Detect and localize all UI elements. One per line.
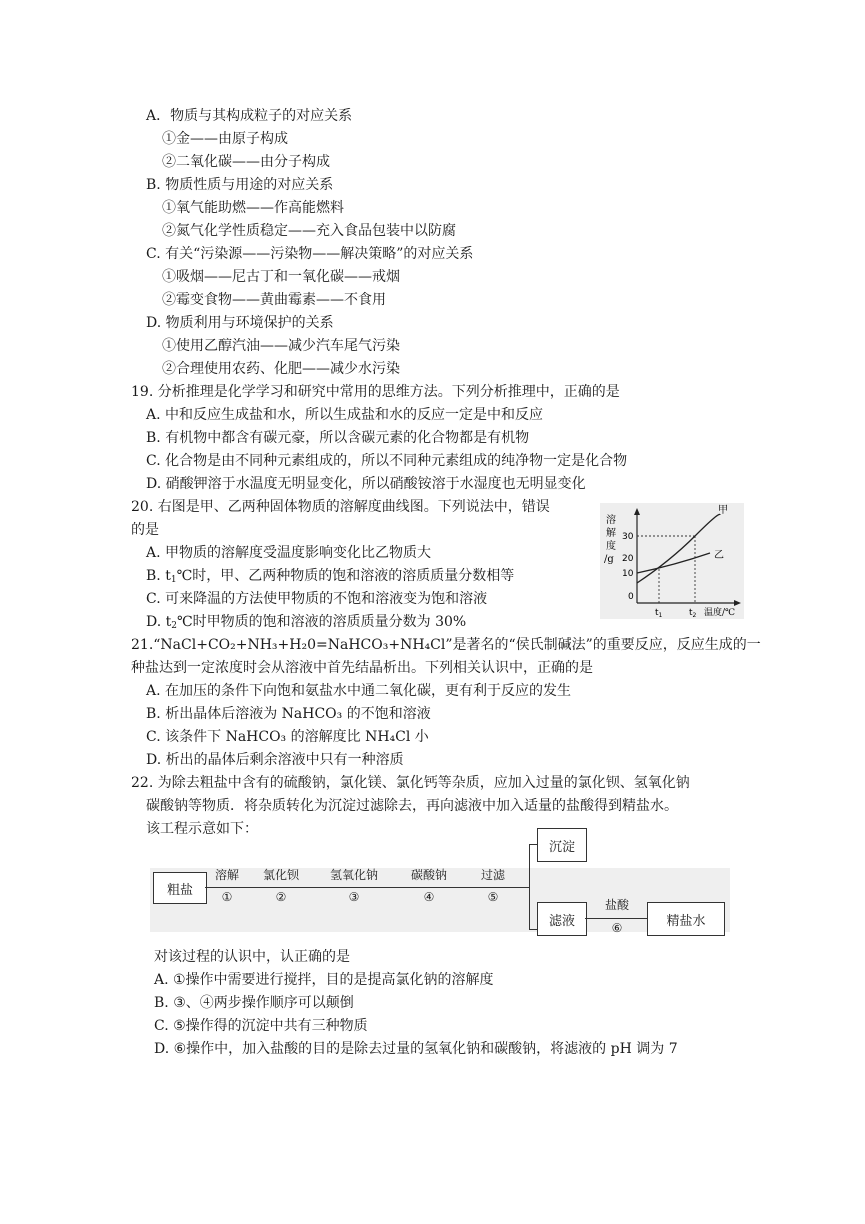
flow-box-precipitate: 沉淀 <box>537 828 587 862</box>
q18-option-a: A．物质与其构成粒子的对应关系 <box>146 108 353 124</box>
origin-label: 0 <box>628 592 634 602</box>
flow-step-3-label: 氢氧化钠 <box>329 868 378 882</box>
x-tick-t1: $t_1$ <box>655 608 663 619</box>
q18-c-item-1: ①吸烟——尼古丁和一氧化碳——戒烟 <box>162 269 400 285</box>
q19-option-c: C. 化合物是由不同种元素组成的，所以不同种元素组成的纯净物一定是化合物 <box>146 453 628 469</box>
q20-stem-line-1: 20. 右图是甲、乙两种固体物质的溶解度曲线图。下列说法中，错误 <box>131 499 550 515</box>
x-tick-t2: $t_2$ <box>689 608 697 619</box>
ylabel-char-2: 解 <box>606 528 616 539</box>
q20-option-a: A. 甲物质的溶解度受温度影响变化比乙物质大 <box>146 545 432 561</box>
flow-step-2-number: ② <box>275 890 287 904</box>
q20-option-c: C. 可来降温的方法使甲物质的不饱和溶液变为饱和溶液 <box>146 591 488 607</box>
flow-step-6-number: ⑥ <box>611 921 623 935</box>
ylabel-char-3: 度 <box>606 541 616 552</box>
flow-step-2-label: 氯化钡 <box>262 868 299 882</box>
q21-stem-line-2: 种盐达到一定浓度时会从溶液中首先结晶析出。下列相关认识中，正确的是 <box>131 660 593 676</box>
q20-option-b: B. $t_1℃$时，甲、乙两种物质的饱和溶液的溶质质量分数相等 <box>146 568 515 585</box>
q22-option-d: D. ⑥操作中，加入盐酸的目的是除去过量的氢氧化钠和碳酸钠，将滤液的 pH 调为 7 <box>154 1041 678 1057</box>
q20-option-d: D. $t_2℃$时甲物质的饱和溶液的溶质质量分数为 30% <box>146 614 467 631</box>
q21-option-a: A. 在加压的条件下向饱和氨盐水中通二氧化碳，更有利于反应的发生 <box>146 683 572 699</box>
y-tick-30: 30 <box>622 532 634 542</box>
ylabel-char-1: 溶 <box>606 515 616 526</box>
q22-stem-line-2: 碳酸钠等物质．将杂质转化为沉淀过滤除去，再向滤液中加入适量的盐酸得到精盐水。 <box>146 798 678 814</box>
q19-stem: 19. 分析推理是化学学习和研究中常用的思维方法。下列分析推理中，正确的是 <box>131 384 620 400</box>
flow-step-4-label: 碳酸钠 <box>410 868 447 882</box>
q19-option-d: D. 硝酸钾溶于水温度无明显变化，所以硝酸铵溶于水湿度也无明显变化 <box>146 476 586 492</box>
label-jia: 甲 <box>718 505 728 516</box>
q18-c-item-2: ②霉变食物——黄曲霉素——不食用 <box>162 292 386 308</box>
flow-step-4-number: ④ <box>423 890 435 904</box>
flow-step-5-number: ⑤ <box>487 890 499 904</box>
q18-option-b: B. 物质性质与用途的对应关系 <box>146 177 334 193</box>
q18-b-item-2: ②氮气化学性质稳定——充入食品包装中以防腐 <box>162 223 456 239</box>
q18-option-c: C. 有关“污染源——污染物——解决策略”的对应关系 <box>146 246 474 262</box>
flow-diagram <box>145 822 735 940</box>
flow-step-5-label: 过滤 <box>480 868 505 882</box>
q21-option-c: C. 该条件下 NaHCO₃ 的溶解度比 NH₄Cl 小 <box>146 729 429 745</box>
y-tick-10: 10 <box>622 569 634 579</box>
label-yi: 乙 <box>714 550 724 561</box>
q22-stem-line-3: 该工程示意如下： <box>146 821 258 837</box>
q19-option-a: A. 中和反应生成盐和水，所以生成盐和水的反应一定是中和反应 <box>146 407 544 423</box>
q18-a-item-2: ②二氧化碳——由分子构成 <box>162 154 330 170</box>
q22-option-b: B. ③、④两步操作顺序可以颠倒 <box>154 995 354 1011</box>
q19-option-b: B. 有机物中都含有碳元豪，所以含碳元素的化合物都是有机物 <box>146 430 530 446</box>
y-tick-20: 20 <box>622 554 634 564</box>
q21-stem-line-1: 21.“NaCl+CO₂+NH₃+H₂0=NaHCO₃+NH₄Cl”是著名的“侯氏制碱法”的重要反应，反应生成的一 <box>131 637 761 653</box>
q18-d-item-1: ①使用乙醇汽油——减少汽车尾气污染 <box>162 338 400 354</box>
q18-b-item-1: ①氧气能助燃——作高能燃料 <box>162 200 344 216</box>
flow-box-refined-brine: 精盐水 <box>647 902 725 936</box>
q22-option-a: A. ①操作中需要进行搅拌，目的是提高氯化钠的溶解度 <box>154 972 494 988</box>
flow-step-1-number: ① <box>221 890 233 904</box>
flow-box-crude-salt: 粗盐 <box>153 872 207 904</box>
ylabel-char-4: /g <box>604 554 614 565</box>
q22-lead: 对该过程的认识中，认正确的是 <box>154 949 350 965</box>
q18-option-d: D. 物质利用与环境保护的关系 <box>146 315 334 331</box>
xlabel: 温度/℃ <box>704 608 736 618</box>
q21-option-d: D. 析出的晶体后剩余溶液中只有一种溶质 <box>146 752 404 768</box>
q21-option-b: B. 析出晶体后溶液为 NaHCO₃ 的不饱和溶液 <box>146 706 431 722</box>
flow-box-filtrate: 滤液 <box>537 902 587 936</box>
q18-a-item-1: ①金——由原子构成 <box>162 131 288 147</box>
q22-option-c: C. ⑤操作得的沉淀中共有三种物质 <box>154 1018 368 1034</box>
q22-stem-line-1: 22. 为除去粗盐中含有的硫酸钠，氯化镁、氯化钙等杂质，应加入过量的氯化钡、氢氧化钠 <box>131 775 690 791</box>
q20-stem-line-2: 的是 <box>131 522 159 538</box>
flow-step-3-number: ③ <box>348 890 360 904</box>
q18-d-item-2: ②合理使用农药、化肥——减少水污染 <box>162 361 400 377</box>
solubility-curve-figure <box>600 503 744 619</box>
flow-step-1-label: 溶解 <box>214 868 239 882</box>
flow-step-6-label: 盐酸 <box>604 898 629 912</box>
